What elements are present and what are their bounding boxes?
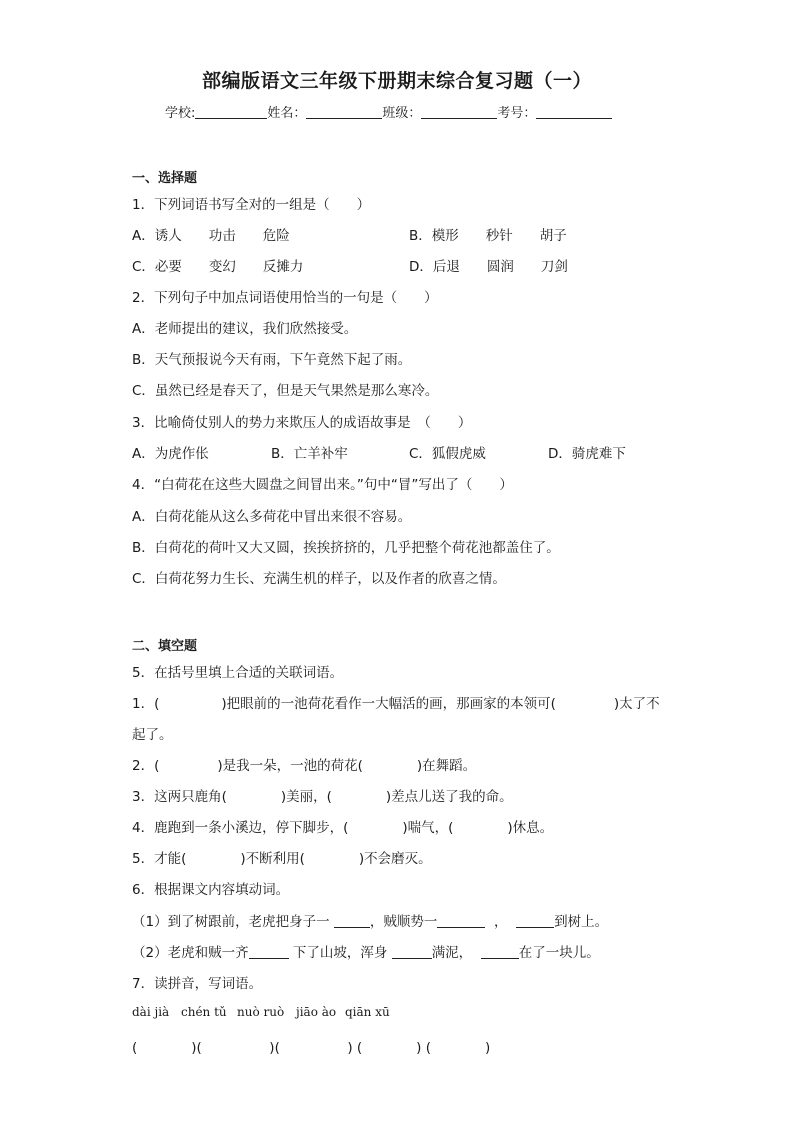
q6-p2-blank-3[interactable] bbox=[481, 945, 519, 959]
q4-option-a[interactable]: A．白荷花能从这么多荷花中冒出来很不容易。 bbox=[132, 509, 412, 525]
q6-p1-blank-2[interactable] bbox=[437, 914, 485, 928]
q7-stem: 7．读拼音，写词语。 bbox=[132, 976, 263, 992]
q5-sentence-4 bbox=[132, 816, 553, 836]
q5-sentence-5 bbox=[132, 847, 432, 867]
class-blank[interactable] bbox=[421, 104, 497, 119]
q6-p2-text-d: 在了一块儿。 bbox=[518, 945, 600, 961]
q5-sentence-3 bbox=[132, 785, 513, 805]
q6-stem: 6．根据课文内容填动词。 bbox=[132, 882, 290, 898]
q5-s3-part-c: )差点儿送了我的命。 bbox=[385, 789, 513, 805]
q5-stem: 5．在括号里填上合适的关联词语。 bbox=[132, 665, 344, 681]
q7-pinyin-3: nuò ruò bbox=[237, 1005, 285, 1019]
q5-s1-part-b: )把眼前的一池荷花看作一大幅活的画，那画家的本领可( bbox=[221, 696, 556, 712]
q6-p2-blank-1[interactable] bbox=[249, 945, 289, 959]
q5-s2-part-c: )在舞蹈。 bbox=[416, 758, 477, 774]
q5-sentence-1-cont: 起了。 bbox=[132, 727, 173, 743]
q1-option-b[interactable]: B．模形 秒针 胡子 bbox=[409, 228, 567, 244]
q1-stem: 1．下列词语书写全对的一组是（ ） bbox=[132, 197, 371, 213]
exam-no-blank[interactable] bbox=[536, 104, 612, 119]
section-heading-choice: 一、选择题 bbox=[132, 171, 198, 186]
q6-p1-text-b: ，贼顺势一 bbox=[369, 914, 438, 930]
page-title: 部编版语文三年级下册期末综合复习题（一） bbox=[201, 70, 592, 92]
q3-option-b[interactable]: B．亡羊补牢 bbox=[271, 446, 348, 462]
q7-pinyin-1: dài jià bbox=[132, 1005, 170, 1019]
q5-s4-part-b: )喘气，( bbox=[402, 820, 454, 836]
q1-option-a[interactable]: A．诱人 功击 危险 bbox=[132, 228, 290, 244]
school-label: 学校: bbox=[165, 106, 196, 121]
q6-p2-text-a: （2）老虎和贼一齐 bbox=[132, 945, 249, 961]
q6-p1-blank-3[interactable] bbox=[516, 914, 554, 928]
q5-s2-part-b: )是我一朵，一池的荷花( bbox=[217, 758, 363, 774]
q3-option-c[interactable]: C．狐假虎威 bbox=[409, 446, 486, 462]
q3-option-a[interactable]: A．为虎作伥 bbox=[132, 446, 209, 462]
q6-p1-text-d: 到树上。 bbox=[554, 914, 609, 930]
q6-p1-text-a: （1）到了树跟前，老虎把身子一 bbox=[132, 914, 330, 930]
q5-s3-part-a: 3．这两只鹿角( bbox=[132, 789, 227, 805]
q7-pinyin-2: chén tǔ bbox=[181, 1005, 227, 1019]
q6-part-2 bbox=[132, 941, 600, 961]
name-label: 姓名： bbox=[267, 106, 307, 121]
q6-p2-text-c: 满泥， bbox=[431, 945, 473, 961]
q3-stem: 3．比喻倚仗别人的势力来欺压人的成语故事是 （ ） bbox=[132, 415, 472, 431]
q5-s4-part-a: 4．鹿跑到一条小溪边，停下脚步，( bbox=[132, 820, 349, 836]
class-label: 班级： bbox=[382, 106, 422, 121]
q4-stem: 4．“白荷花在这些大圆盘之间冒出来。”句中“冒”写出了（ ） bbox=[132, 477, 513, 493]
q5-s5-part-c: )不会磨灭。 bbox=[358, 851, 432, 867]
q7-answer-brackets[interactable]: ( )( )( ) ( ) ( ) bbox=[132, 1040, 491, 1056]
q5-s5-part-a: 5．才能( bbox=[132, 851, 187, 867]
q4-option-b[interactable]: B．白荷花的荷叶又大又圆，挨挨挤挤的，几乎把整个荷花池都盖住了。 bbox=[132, 540, 560, 556]
q7-pinyin-5: qiān xū bbox=[345, 1005, 390, 1019]
exam-no-label: 考号： bbox=[497, 106, 537, 121]
q6-p1-text-c: ， bbox=[493, 914, 508, 930]
q3-option-d[interactable]: D．骑虎难下 bbox=[548, 446, 626, 462]
student-info-line bbox=[165, 102, 612, 121]
q2-option-c[interactable]: C．虽然已经是春天了，但是天气果然是那么寒冷。 bbox=[132, 383, 439, 399]
q6-p2-blank-2[interactable] bbox=[392, 945, 432, 959]
q6-p1-blank-1[interactable] bbox=[334, 914, 370, 928]
q5-s2-part-a: 2．( bbox=[132, 758, 160, 774]
name-blank[interactable] bbox=[306, 104, 382, 119]
q2-option-a[interactable]: A．老师提出的建议，我们欣然接受。 bbox=[132, 321, 358, 337]
q5-s3-part-b: )美丽，( bbox=[280, 789, 332, 805]
q1-option-c[interactable]: C．必要 变幻 反摊力 bbox=[132, 259, 304, 275]
q6-p2-text-b: 下了山坡，浑身 bbox=[292, 945, 388, 961]
q6-part-1 bbox=[132, 910, 608, 930]
q5-sentence-1 bbox=[132, 692, 660, 712]
q5-sentence-2 bbox=[132, 754, 476, 774]
q4-option-c[interactable]: C．白荷花努力生长、充满生机的样子，以及作者的欣喜之情。 bbox=[132, 571, 506, 587]
q5-s5-part-b: )不断利用( bbox=[240, 851, 305, 867]
section-heading-fill: 二、填空题 bbox=[132, 639, 198, 654]
q2-stem: 2．下列句子中加点词语使用恰当的一句是（ ） bbox=[132, 290, 438, 306]
q2-option-b[interactable]: B．天气预报说今天有雨，下午竟然下起了雨。 bbox=[132, 352, 412, 368]
q5-s1-part-c: )太了不 bbox=[613, 696, 660, 712]
q5-s1-part-a: 1．( bbox=[132, 696, 160, 712]
q7-pinyin-4: jiāo ào bbox=[296, 1005, 337, 1019]
school-blank[interactable] bbox=[195, 104, 267, 119]
q5-s4-part-c: )休息。 bbox=[507, 820, 554, 836]
q1-option-d[interactable]: D．后退 圆润 刀剑 bbox=[409, 259, 568, 275]
